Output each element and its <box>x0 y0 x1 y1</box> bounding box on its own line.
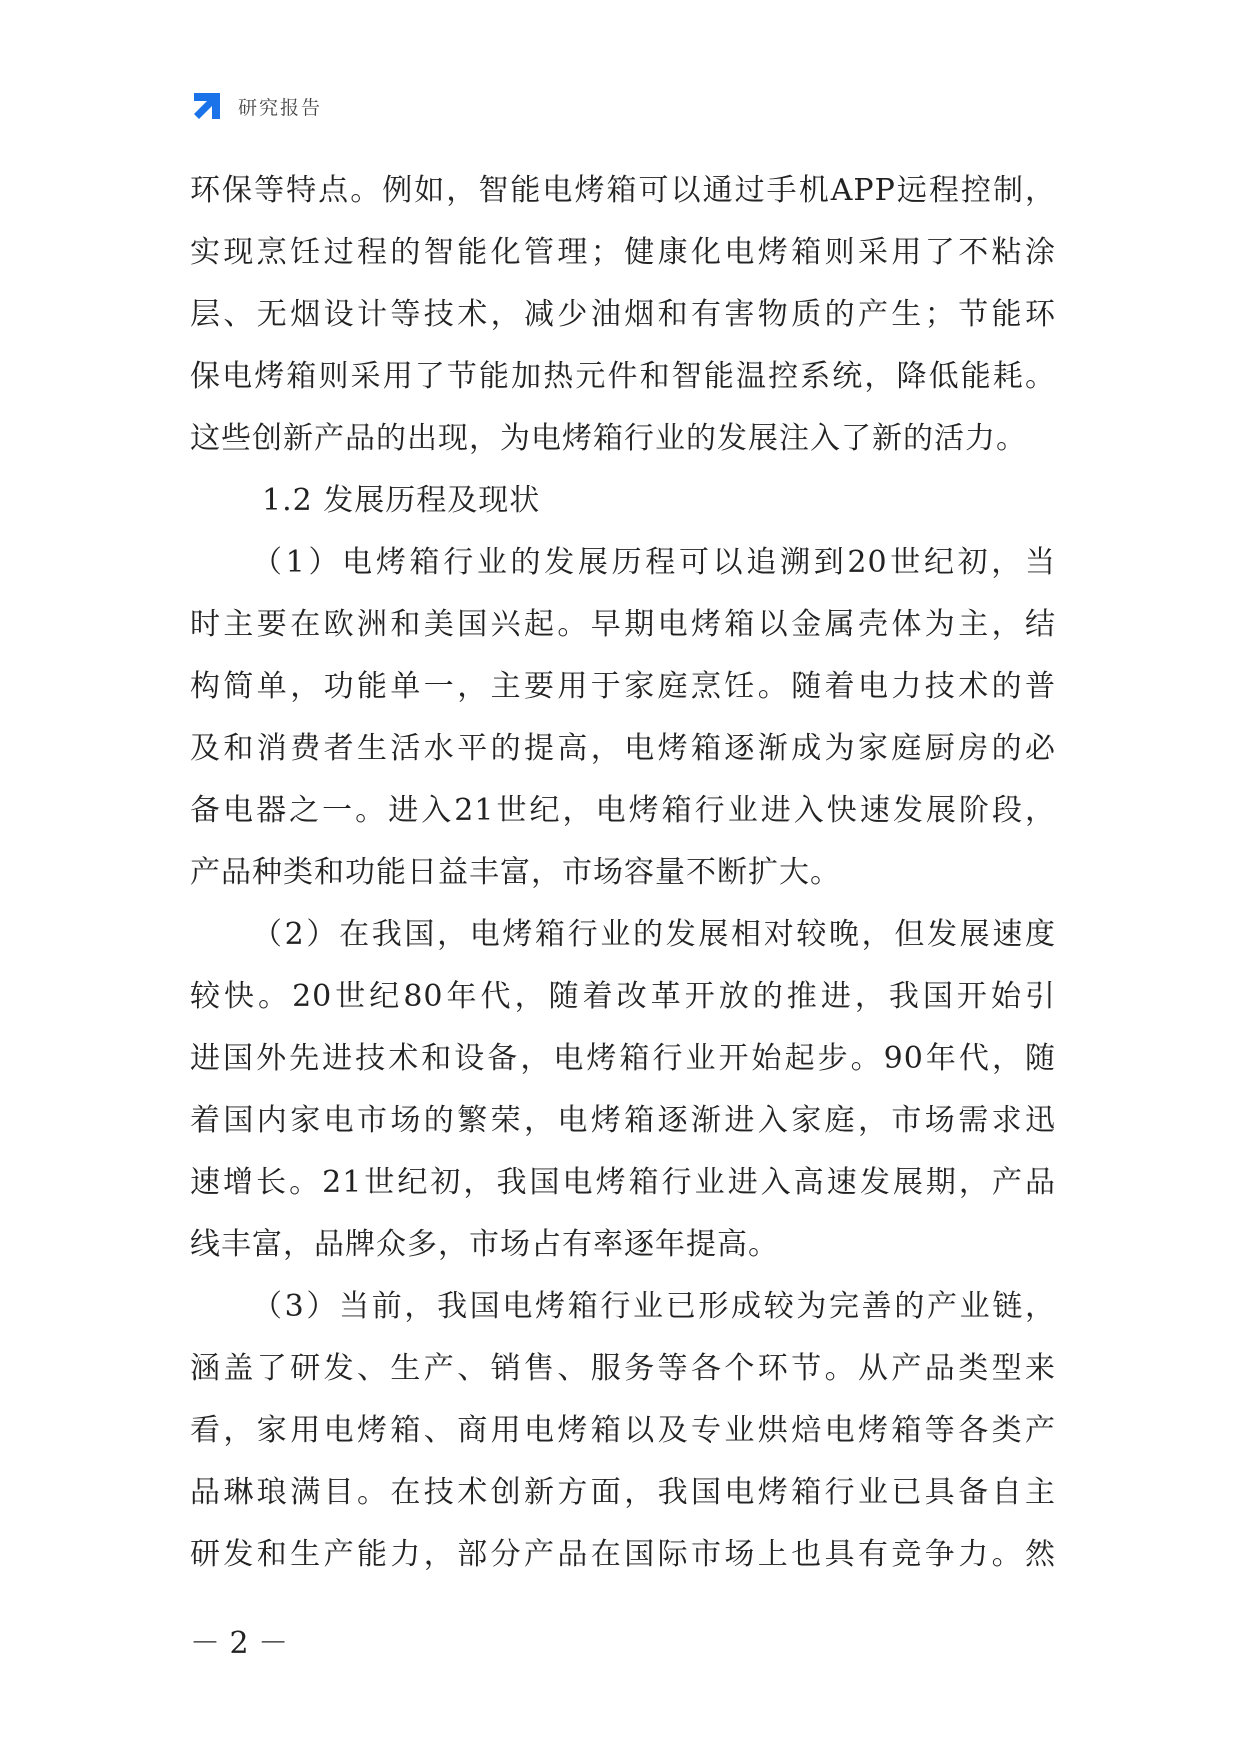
text-line: 品琳琅满目。在技术创新方面，我国电烤箱行业已具备自主 <box>190 1475 1056 1510</box>
page-header <box>190 88 322 124</box>
text-line: 着国内家电市场的繁荣，电烤箱逐渐进入家庭，市场需求迅 <box>190 1103 1056 1138</box>
text-line: 时主要在欧洲和美国兴起。早期电烤箱以金属壳体为主，结 <box>190 607 1056 642</box>
logo-arrow-icon <box>190 89 224 123</box>
text-line: （1）电烤箱行业的发展历程可以追溯到20世纪初，当 <box>252 545 1056 580</box>
text-line: （2）在我国，电烤箱行业的发展相对较晚，但发展速度 <box>252 917 1056 952</box>
text-line: 较快。20世纪80年代，随着改革开放的推进，我国开始引 <box>190 979 1056 1014</box>
text-line: 构简单，功能单一，主要用于家庭烹饪。随着电力技术的普 <box>190 669 1056 704</box>
text-line: 层、无烟设计等技术，减少油烟和有害物质的产生；节能环 <box>190 297 1056 332</box>
text-line: 线丰富，品牌众多，市场占有率逐年提高。 <box>190 1227 779 1262</box>
text-line: 研发和生产能力，部分产品在国际市场上也具有竞争力。然 <box>190 1537 1056 1572</box>
text-line: 速增长。21世纪初，我国电烤箱行业进入高速发展期，产品 <box>190 1165 1056 1200</box>
text-line: 看，家用电烤箱、商用电烤箱以及专业烘焙电烤箱等各类产 <box>190 1413 1056 1448</box>
document-body <box>190 160 1056 1586</box>
section-heading: 1.2 发展历程及现状 <box>262 483 541 518</box>
text-line: 实现烹饪过程的智能化管理；健康化电烤箱则采用了不粘涂 <box>190 235 1056 270</box>
text-line: 涵盖了研发、生产、销售、服务等各个环节。从产品类型来 <box>190 1351 1056 1386</box>
header-title: 研究报告 <box>238 96 323 119</box>
text-line: 这些创新产品的出现，为电烤箱行业的发展注入了新的活力。 <box>190 421 1027 456</box>
text-line: 环保等特点。例如，智能电烤箱可以通过手机APP远程控制， <box>190 173 1056 208</box>
text-line: （3）当前，我国电烤箱行业已形成较为完善的产业链， <box>252 1289 1056 1324</box>
text-line: 进国外先进技术和设备，电烤箱行业开始起步。90年代，随 <box>190 1041 1056 1076</box>
text-line: 备电器之一。进入21世纪，电烤箱行业进入快速发展阶段， <box>190 793 1056 828</box>
page-number: － 2 － <box>190 1626 289 1661</box>
text-line: 保电烤箱则采用了节能加热元件和智能温控系统，降低能耗。 <box>190 359 1056 394</box>
text-line: 产品种类和功能日益丰富，市场容量不断扩大。 <box>190 855 841 890</box>
text-line: 及和消费者生活水平的提高，电烤箱逐渐成为家庭厨房的必 <box>190 731 1056 766</box>
